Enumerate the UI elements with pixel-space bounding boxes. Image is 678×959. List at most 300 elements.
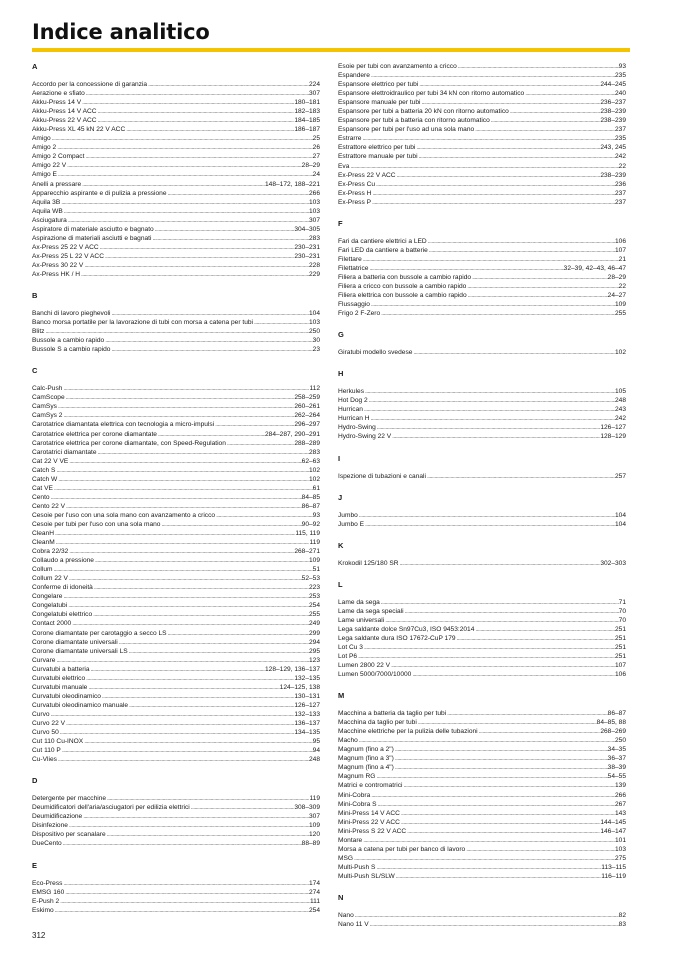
dot-leader (415, 143, 600, 152)
entry-pages: 266 (614, 791, 626, 799)
index-entry (338, 745, 626, 754)
entry-pages: 32–39, 42–43, 46–47 (563, 264, 626, 272)
entry-name: Macho (338, 737, 358, 745)
entry-pages: 228 (308, 261, 320, 269)
dot-leader (456, 634, 615, 643)
entry-name: Curvatubi oleodinamico manuale (32, 701, 129, 709)
dot-leader (466, 282, 618, 291)
entry-pages: 268–271 (294, 548, 320, 556)
dot-leader (151, 234, 309, 243)
entry-pages: 86–87 (301, 502, 320, 510)
index-entry (32, 152, 320, 161)
index-section (338, 330, 626, 357)
entry-name: Espansore elettrico per tubi (338, 81, 419, 89)
index-entry (32, 384, 320, 393)
dot-leader (418, 80, 600, 89)
entry-pages: 93 (618, 63, 626, 70)
entry-name: Jumbo E (338, 520, 365, 528)
dot-leader (68, 547, 294, 556)
entry-pages: 248 (614, 397, 626, 405)
entry-name: Ax-Press 25 22 V ACC (32, 243, 99, 251)
index-section (338, 580, 626, 679)
index-entry (32, 538, 320, 547)
index-entry (338, 423, 626, 432)
entry-pages: 229 (308, 270, 320, 278)
dot-leader (354, 911, 619, 920)
index-entry (338, 62, 626, 71)
entry-name: Jumbo (338, 511, 358, 519)
index-entry (32, 261, 320, 270)
entry-name: Curvatubi oleodinamico (32, 692, 101, 700)
dot-leader (524, 89, 615, 98)
entry-pages: 248 (308, 756, 320, 764)
entry-pages: 249 (308, 620, 320, 628)
entry-name: CleanM (32, 539, 55, 547)
index-entry (32, 252, 320, 261)
index-entry (338, 920, 626, 929)
dot-leader (93, 583, 309, 592)
index-entry (32, 638, 320, 647)
entry-name: Fari LED da cantiere a batterie (338, 246, 428, 254)
index-entry (338, 809, 626, 818)
entry-name: Carotatrice elettrica per corone diamantate (32, 430, 157, 438)
index-entry (32, 547, 320, 556)
entry-name: Curvo 50 (32, 729, 59, 737)
dot-leader (90, 665, 265, 674)
entry-name: Magnum (fino a 2") (338, 746, 394, 754)
entry-name: Krokodil 125/180 SR (338, 559, 399, 567)
dot-leader (398, 559, 600, 568)
dot-leader (92, 610, 309, 619)
entry-name: Cesoie per tubi per l'uso con una sola mano (32, 520, 161, 528)
section-gap (338, 357, 626, 369)
index-entry (32, 647, 320, 656)
entry-pages: 130–131 (294, 692, 320, 700)
dot-leader (418, 152, 615, 161)
section-gap (32, 354, 320, 366)
section-gap (338, 318, 626, 330)
index-entry (32, 583, 320, 592)
entry-pages: 180–181 (294, 99, 320, 107)
section-letter: B (32, 291, 38, 301)
entry-pages: 120 (308, 831, 320, 839)
entry-pages: 115, 119 (295, 530, 320, 538)
index-entry (32, 180, 320, 189)
index-entry (338, 661, 626, 670)
dot-leader (380, 309, 615, 318)
section-letter: E (32, 860, 38, 870)
dot-leader (99, 243, 295, 252)
index-entry (32, 755, 320, 764)
index-section (32, 62, 320, 279)
index-entry (338, 116, 626, 125)
entry-name: Mini-Press S 22 V ACC (338, 827, 407, 835)
entry-name: Mini-Press 22 V ACC (338, 818, 400, 826)
dot-leader (128, 701, 294, 710)
entry-name: Lot Cu 3 (338, 643, 363, 651)
entry-pages: 283 (308, 234, 320, 242)
entry-pages: 238–239 (600, 171, 626, 179)
entry-name: Ax-Press HK / H (32, 270, 80, 278)
entry-pages: 61 (312, 484, 320, 492)
index-entry (32, 309, 320, 318)
entry-name: Aquila WB (32, 207, 63, 215)
entry-name: Congelatubi (32, 602, 68, 610)
entry-name: Calc-Push (32, 385, 63, 393)
dot-leader (157, 430, 265, 439)
index-entry (338, 171, 626, 180)
entry-name: Esoie per tubi con avanzamento a cricco (338, 63, 457, 70)
entry-pages: 28–29 (301, 162, 320, 170)
dot-leader (390, 661, 615, 670)
entry-pages: 22 (618, 282, 626, 290)
entry-name: Amigo 22 V (32, 162, 67, 170)
index-entry (338, 237, 626, 246)
entry-pages: 70 (618, 607, 626, 615)
entry-name: Banchi di lavoro pieghevoli (32, 310, 111, 318)
entry-name: Collum 22 V (32, 575, 68, 583)
entry-name: Espandere (338, 72, 370, 80)
dot-leader (167, 189, 309, 198)
index-entry (338, 300, 626, 309)
entry-name: Carotatrice diamantata elettrica con tecnologia a micro-impulsi (32, 421, 215, 429)
entry-name: Aquila 3B (32, 198, 61, 206)
index-entry (32, 888, 320, 897)
section-letter: L (338, 579, 343, 589)
index-entry (338, 189, 626, 198)
entry-pages: 90–92 (301, 520, 320, 528)
index-entry (32, 803, 320, 812)
index-section (338, 219, 626, 318)
index-entry (338, 405, 626, 414)
entry-pages: 93 (312, 511, 320, 519)
entry-name: Lame universali (338, 616, 385, 624)
index-entry (32, 448, 320, 457)
dot-leader (404, 607, 619, 616)
entry-pages: 283 (308, 448, 320, 456)
entry-pages: 260–261 (294, 403, 320, 411)
dot-leader (215, 511, 313, 520)
entry-pages: 255 (308, 611, 320, 619)
dot-leader (59, 728, 295, 737)
entry-pages: 109 (308, 557, 320, 565)
entry-name: Aspiratore di materiale asciutto e bagnato (32, 225, 154, 233)
dot-leader (101, 692, 294, 701)
index-entry (338, 125, 626, 134)
entry-name: E-Push 2 (32, 897, 60, 905)
index-entry (32, 737, 320, 746)
entry-name: Cat 22 V VE (32, 457, 69, 465)
entry-pages: 182–183 (294, 108, 320, 116)
index-entry (338, 143, 626, 152)
entry-pages: 103 (308, 198, 320, 206)
entry-pages: 254 (308, 906, 320, 914)
entry-pages: 22 (618, 162, 626, 170)
entry-name: Lega saldante dolce Sn97Cu3, ISO 9453:2014 (338, 625, 475, 633)
entry-name: Giratubi modello svedese (338, 349, 413, 357)
dot-leader (478, 727, 601, 736)
dot-leader (391, 432, 600, 441)
entry-pages: 262–264 (294, 412, 320, 420)
index-entry (32, 565, 320, 574)
entry-pages: 132–135 (294, 674, 320, 682)
entry-pages: 307 (308, 90, 320, 98)
dot-leader (253, 318, 309, 327)
entry-pages: 235 (614, 135, 626, 143)
dot-leader (471, 273, 608, 282)
dot-leader (457, 62, 619, 71)
dot-leader (65, 393, 295, 402)
index-entry (338, 800, 626, 809)
dot-leader (358, 736, 615, 745)
dot-leader (147, 80, 309, 89)
dot-leader (53, 565, 313, 574)
index-section (32, 291, 320, 354)
entry-pages: 242 (614, 153, 626, 161)
index-entry (32, 665, 320, 674)
dot-leader (214, 420, 294, 429)
dot-leader (370, 300, 615, 309)
index-entry (32, 98, 320, 107)
entry-name: Cat VE (32, 484, 53, 492)
index-entry (32, 629, 320, 638)
index-entry (32, 161, 320, 170)
index-entry (32, 821, 320, 830)
entry-pages: 128–129, 136–137 (264, 665, 320, 673)
entry-pages: 304–305 (294, 225, 320, 233)
dot-leader (364, 387, 615, 396)
index-entry (338, 246, 626, 255)
index-entry (32, 493, 320, 502)
dot-leader (380, 598, 619, 607)
dot-leader (110, 345, 312, 354)
entry-pages: 250 (308, 328, 320, 336)
section-letter: G (338, 330, 344, 340)
index-entry (32, 318, 320, 327)
dot-leader (55, 656, 309, 665)
index-entry (338, 198, 626, 207)
index-section (32, 861, 320, 915)
index-entry (338, 607, 626, 616)
entry-name: Espansore elettroidraulico per tubi 34 kN con ritorno automatico (338, 90, 525, 98)
dot-leader (490, 116, 601, 125)
entry-pages: 109 (614, 301, 626, 309)
entry-pages: 275 (614, 854, 626, 862)
dot-leader (110, 309, 309, 318)
section-gap (32, 764, 320, 776)
entry-name: Flussaggio (338, 301, 370, 309)
entry-name: Estrarre (338, 135, 362, 143)
dot-leader (68, 457, 301, 466)
entry-name: Ax-Press 30 22 V (32, 261, 84, 269)
index-section (338, 369, 626, 441)
index-entry (32, 556, 320, 565)
index-entry (32, 710, 320, 719)
dot-leader (357, 652, 615, 661)
entry-name: Disinfezione (32, 822, 68, 830)
dot-leader (85, 674, 294, 683)
dot-leader (63, 207, 309, 216)
dot-leader (368, 264, 563, 273)
dot-leader (83, 737, 312, 746)
entry-pages: 88–89 (301, 840, 320, 848)
entry-pages: 101 (614, 836, 626, 844)
page-title: Indice analitico (32, 20, 210, 44)
section-gap (338, 442, 626, 454)
entry-pages: 104 (614, 511, 626, 519)
dot-leader (420, 98, 600, 107)
entry-pages: 52–53 (301, 575, 320, 583)
dot-leader (51, 134, 313, 143)
entry-pages: 284–287, 290–291 (264, 430, 320, 438)
index-entry (32, 879, 320, 888)
index-entry (338, 670, 626, 679)
entry-name: Deumidificazione (32, 813, 83, 821)
entry-pages: 251 (614, 652, 626, 660)
entry-pages: 36–37 (607, 755, 626, 763)
dot-leader (406, 827, 600, 836)
dot-leader (104, 252, 294, 261)
index-entry (32, 189, 320, 198)
dot-leader (66, 161, 302, 170)
entry-pages: 274 (308, 888, 320, 896)
entry-pages: 268–269 (600, 728, 626, 736)
entry-name: CleanH (32, 530, 54, 538)
entry-pages: 25 (312, 135, 320, 143)
index-entry (32, 393, 320, 402)
dot-leader (82, 812, 309, 821)
dot-leader (62, 839, 302, 848)
entry-pages: 23 (312, 346, 320, 354)
dot-leader (363, 643, 615, 652)
index-entry (338, 520, 626, 529)
entry-pages: 38–39 (607, 764, 626, 772)
entry-pages: 24–27 (607, 292, 626, 300)
dot-leader (67, 216, 309, 225)
entry-name: Lame da sega (338, 598, 380, 606)
dot-leader (384, 616, 618, 625)
index-entry (338, 652, 626, 661)
dot-leader (190, 803, 295, 812)
entry-name: Magnum (fino a 3") (338, 755, 394, 763)
entry-name: Macchina da taglio per tubi (338, 719, 417, 727)
entry-pages: 230–231 (294, 252, 320, 260)
entry-pages: 106 (614, 237, 626, 245)
index-entry (32, 656, 320, 665)
entry-name: Filettatrice (338, 264, 369, 272)
entry-name: Filiera a cricco con bussole a cambio rapido (338, 282, 467, 290)
index-entry (338, 872, 626, 881)
dot-leader (128, 647, 309, 656)
dot-leader (97, 107, 295, 116)
dot-leader (57, 755, 309, 764)
dot-leader (467, 291, 608, 300)
entry-pages: 62–63 (301, 457, 320, 465)
dot-leader (375, 772, 607, 781)
entry-name: Hurrican H (338, 415, 370, 423)
entry-pages: 34–35 (607, 746, 626, 754)
index-entry (32, 728, 320, 737)
entry-name: Cesoie per l'uso con una sola mano con avanzamento a cricco (32, 511, 216, 519)
entry-name: Deumidificatori dell'aria/asciugatori per edilizia elettrici (32, 804, 190, 812)
dot-leader (160, 520, 301, 529)
entry-name: Filettare (338, 255, 362, 263)
index-entry (338, 559, 626, 568)
section-letter: J (338, 492, 343, 502)
dot-leader (411, 670, 615, 679)
section-letter: M (338, 691, 345, 701)
entry-name: Catch S (32, 466, 56, 474)
entry-name: Nano (338, 912, 354, 919)
index-entry (338, 180, 626, 189)
entry-pages: 174 (308, 879, 320, 887)
dot-leader (375, 863, 601, 872)
dot-leader (65, 719, 294, 728)
index-entry (338, 818, 626, 827)
index-entry (32, 336, 320, 345)
index-entry (338, 845, 626, 854)
section-gap (338, 529, 626, 541)
index-entry (32, 601, 320, 610)
entry-name: Mini-Cobra S (338, 800, 377, 808)
entry-name: Banco morsa portatile per la lavorazione di tubi con morsa a catena per tubi (32, 319, 254, 327)
dot-leader (394, 763, 608, 772)
dot-leader (62, 879, 309, 888)
dot-leader (68, 574, 302, 583)
entry-name: Apparecchio aspirante e di pulizia a pressione (32, 189, 167, 197)
entry-pages: 104 (308, 310, 320, 318)
dot-leader (370, 71, 615, 80)
entry-name: Frigo 2 F-Zero (338, 310, 381, 318)
entry-pages: 251 (614, 625, 626, 633)
entry-name: Curvatubi a batteria (32, 665, 90, 673)
entry-pages: 124–125, 138 (279, 683, 320, 691)
dot-leader (53, 484, 313, 493)
entry-name: Multi-Push SL/SLW (338, 872, 395, 880)
entry-name: CamSys (32, 403, 57, 411)
index-section (338, 493, 626, 529)
section-gap (338, 568, 626, 580)
index-section (32, 366, 320, 764)
index-entry (338, 309, 626, 318)
entry-name: Lumen 5000/7000/10000 (338, 671, 412, 679)
entry-pages: 143 (614, 809, 626, 817)
entry-name: Corone diamantate universali (32, 638, 118, 646)
index-entry (32, 484, 320, 493)
index-entry (338, 911, 626, 920)
entry-pages: 119 (309, 539, 320, 547)
entry-name: Anelli a pressare (32, 180, 82, 188)
entry-name: Corone diamantate per carotaggio a secco LS (32, 629, 167, 637)
entry-name: Cento 22 V (32, 502, 65, 510)
index-entry (32, 897, 320, 906)
section-gap (338, 481, 626, 493)
index-entry (338, 71, 626, 80)
entry-name: Akku-Press 22 V ACC (32, 117, 97, 125)
index-entry (338, 264, 626, 273)
entry-name: Curvo (32, 710, 50, 718)
entry-pages: 113–115 (601, 863, 626, 871)
index-entry (338, 727, 626, 736)
entry-pages: 267 (614, 800, 626, 808)
dot-leader (361, 134, 615, 143)
dot-leader (370, 414, 615, 423)
section-letter: A (32, 62, 38, 71)
dot-leader (81, 180, 265, 189)
index-entry (338, 763, 626, 772)
entry-name: Amigo E (32, 171, 57, 179)
entry-name: Cento (32, 493, 50, 501)
